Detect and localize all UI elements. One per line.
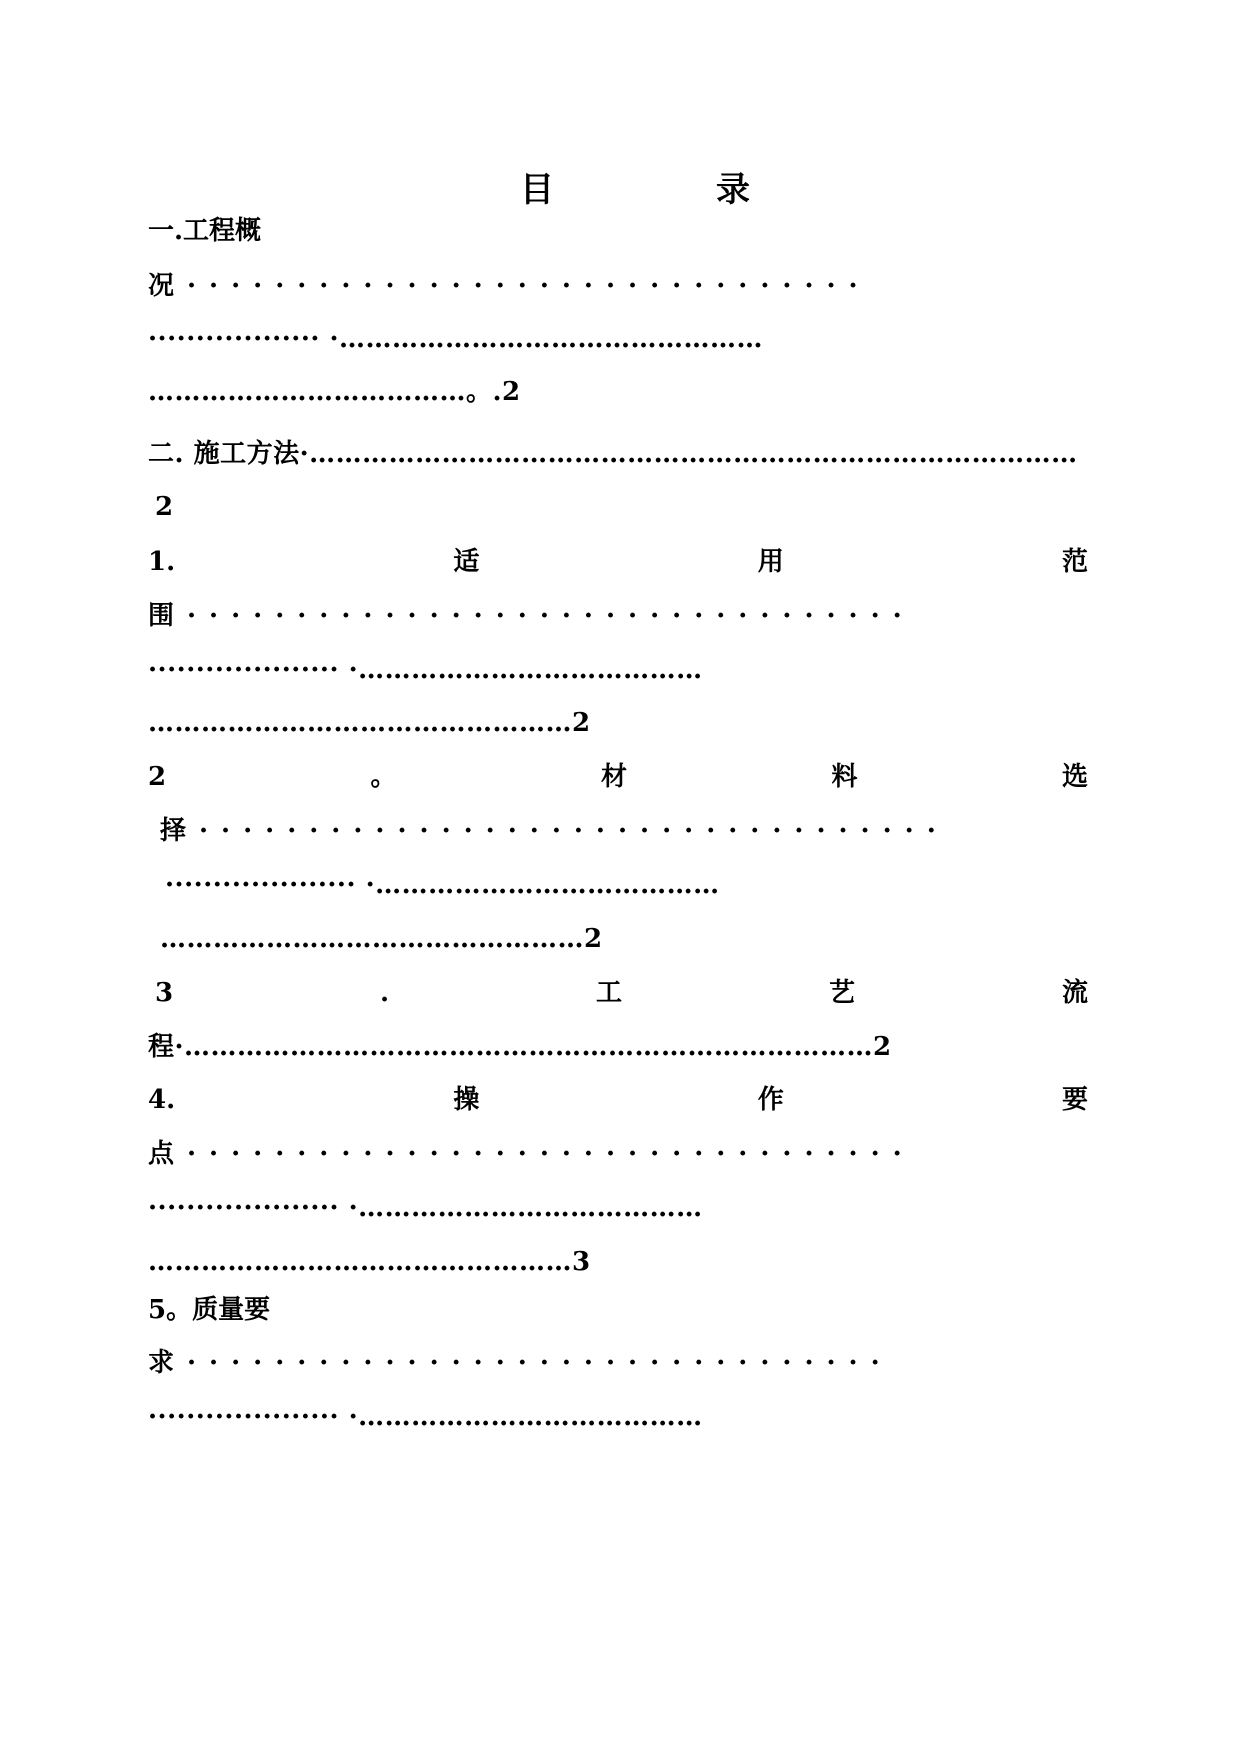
toc-line-17-part-4: 要 — [1061, 1085, 1088, 1115]
toc-line-15-part-4: 艺 — [828, 978, 855, 1008]
toc-line-11-part-1: 2 — [148, 762, 167, 792]
toc-line-10: …………………………………………2 — [148, 708, 591, 738]
toc-line-3: ·················· ·………………………………………… — [148, 324, 764, 354]
toc-line-12: 择·································· — [160, 816, 949, 846]
toc-line-17 — [148, 1080, 1088, 1120]
toc-line-11-part-5: 选 — [1061, 762, 1088, 792]
toc-line-11-part-3: 材 — [601, 762, 628, 792]
toc-line-15-part-3: 工 — [596, 978, 623, 1008]
toc-line-7-part-3: 用 — [757, 547, 784, 577]
toc-line-15 — [155, 973, 1088, 1013]
toc-line-15-part-1: 3 — [155, 978, 174, 1008]
toc-line-13: ···················· ·………………………………… — [165, 870, 720, 900]
toc-line-7-part-1: 1. — [148, 547, 176, 577]
toc-line-5: 二. 施工方法·…………………………………………………………………………… — [148, 439, 1078, 469]
toc-line-7 — [148, 542, 1088, 582]
toc-line-21: 5。质量要 — [148, 1295, 271, 1325]
toc-line-1: 一.工程概 — [148, 216, 262, 246]
toc-line-7-part-4: 范 — [1061, 547, 1088, 577]
toc-line-8: 围································· — [148, 601, 915, 631]
toc-line-22: 求································ — [148, 1348, 893, 1378]
toc-line-20: …………………………………………3 — [148, 1247, 591, 1277]
toc-line-14: …………………………………………2 — [160, 924, 603, 954]
toc-line-4: ………………………………。.2 — [148, 377, 521, 407]
toc-line-15-part-2: . — [380, 978, 390, 1008]
toc-line-11-part-2: 。 — [370, 762, 397, 792]
toc-line-11 — [148, 757, 1088, 797]
toc-line-19: ···················· ·………………………………… — [148, 1193, 703, 1223]
toc-line-15-part-5: 流 — [1061, 978, 1088, 1008]
title-char-1: 目 — [520, 170, 554, 210]
toc-line-23: ···················· ·………………………………… — [148, 1402, 703, 1432]
toc-line-9: ···················· ·………………………………… — [148, 655, 703, 685]
page-title — [520, 168, 750, 212]
toc-line-17-part-1: 4. — [148, 1085, 176, 1115]
toc-line-17-part-3: 作 — [757, 1085, 784, 1115]
title-char-2: 录 — [716, 170, 750, 210]
toc-line-16: 程·……………………………………………………………………2 — [148, 1032, 892, 1062]
toc-line-17-part-2: 操 — [453, 1085, 480, 1115]
toc-line-6: 2 — [155, 492, 174, 522]
toc-line-7-part-2: 适 — [453, 547, 480, 577]
toc-line-18: 点································· — [148, 1139, 915, 1169]
toc-line-2: 况······························· — [148, 271, 871, 301]
toc-line-11-part-4: 料 — [831, 762, 858, 792]
